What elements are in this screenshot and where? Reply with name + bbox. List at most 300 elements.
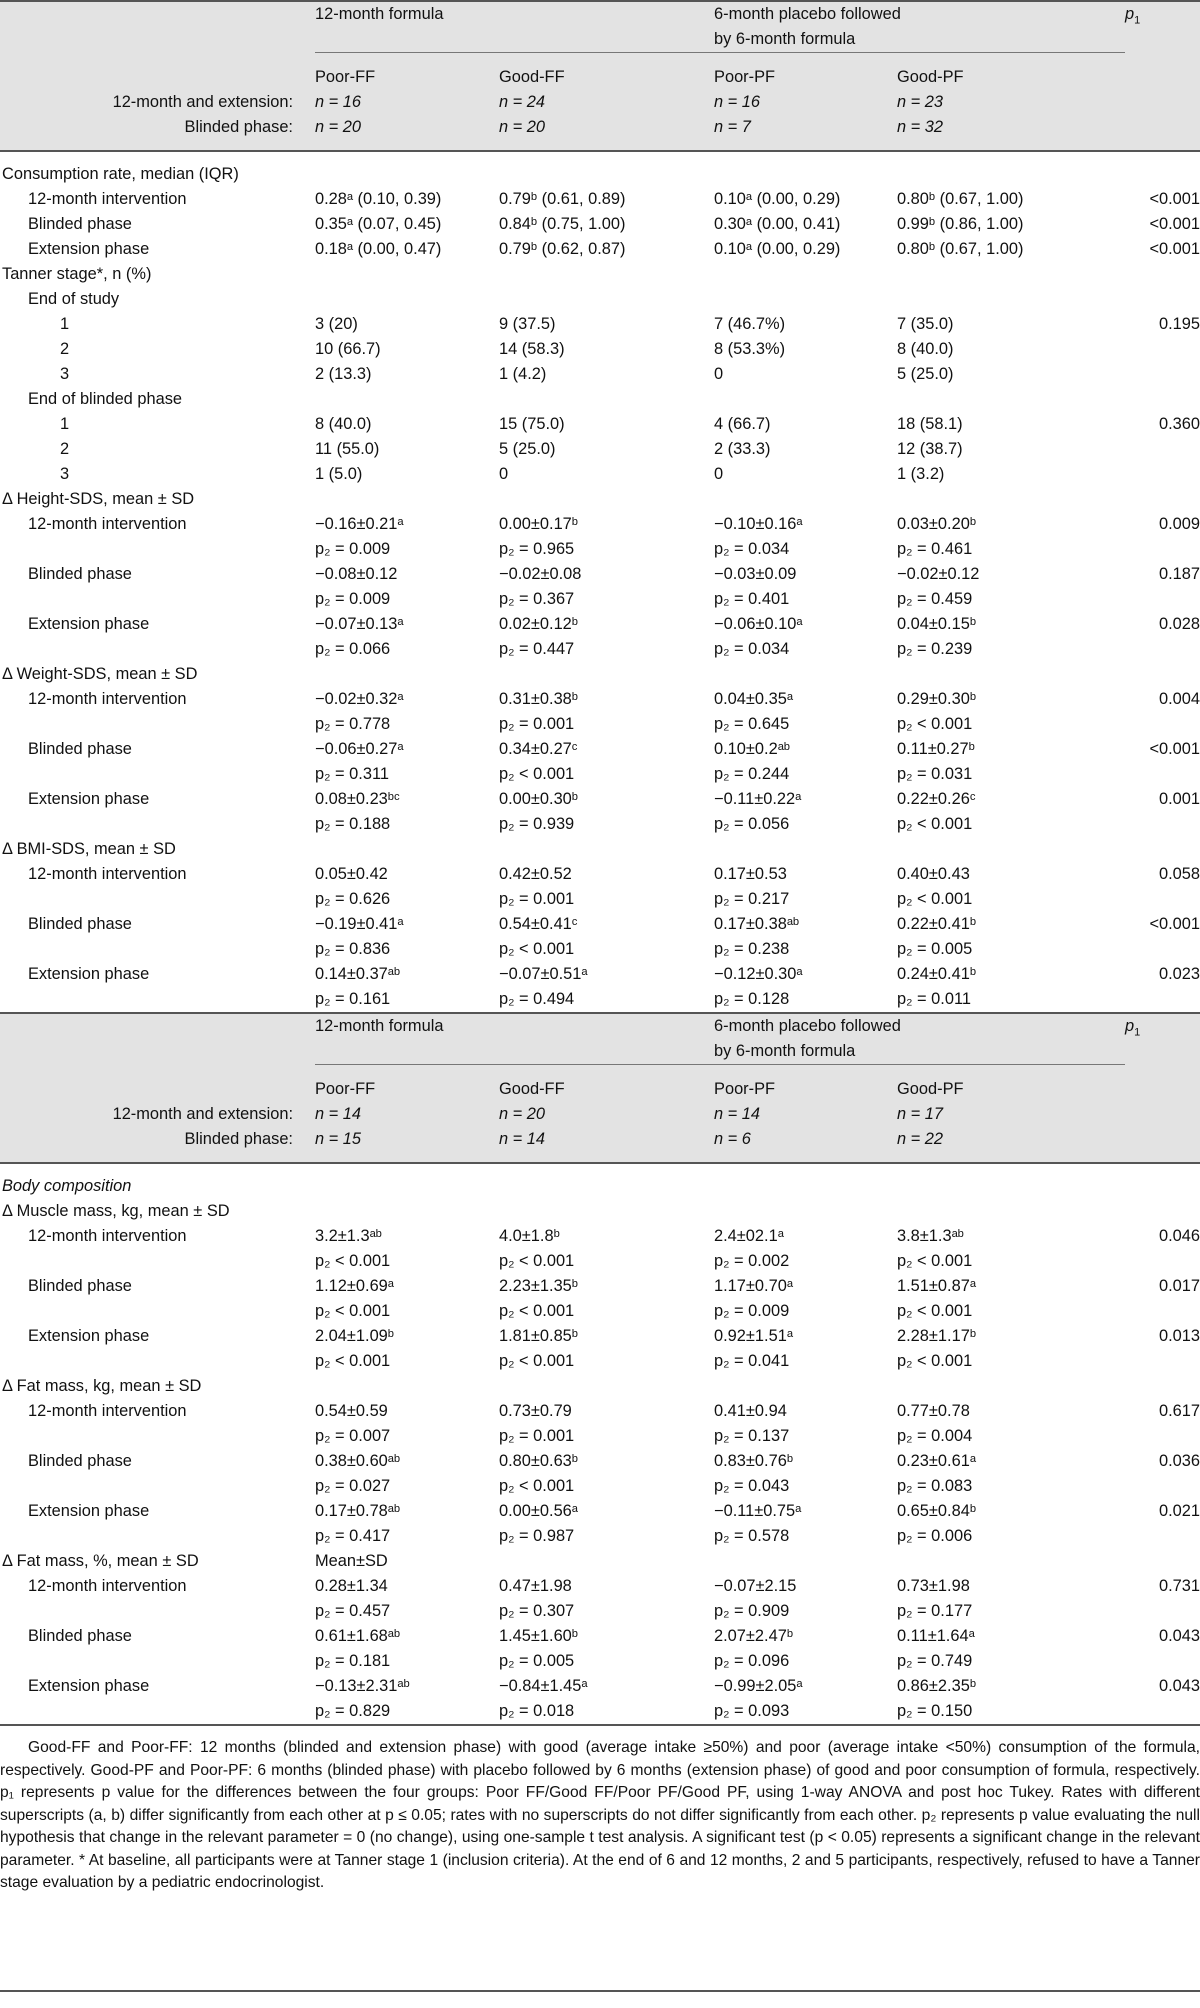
row-cell: p₂ < 0.001 bbox=[499, 940, 575, 958]
row-cell: 5 (25.0) bbox=[897, 365, 954, 383]
header-p1-label bbox=[1125, 1013, 1200, 1039]
section-heading-row bbox=[0, 262, 1200, 287]
row-p1-value bbox=[1125, 1374, 1200, 1399]
row-cell: p₂ = 0.367 bbox=[499, 590, 575, 608]
bottom-rule bbox=[0, 1990, 1200, 1992]
row-cell: 0.99ᵇ (0.86, 1.00) bbox=[897, 215, 1024, 233]
row-label bbox=[0, 537, 315, 562]
row-label: 12-month intervention bbox=[28, 865, 187, 883]
row-p1-value: 0.021 bbox=[1159, 1502, 1200, 1520]
header-p1-label bbox=[1125, 1, 1200, 27]
row-cell: p₂ = 0.009 bbox=[315, 590, 391, 608]
row-cell: 0.80±0.63ᵇ bbox=[499, 1452, 578, 1470]
row-cell bbox=[499, 262, 714, 287]
row-label: Blinded phase bbox=[28, 1277, 132, 1295]
header-block-2 bbox=[0, 1013, 1200, 1163]
row-label: Blinded phase bbox=[28, 915, 132, 933]
data-row bbox=[0, 537, 1200, 562]
row-label: Δ Fat mass, %, mean ± SD bbox=[2, 1552, 199, 1570]
header-n-value: n = 16 bbox=[714, 93, 761, 111]
header-spacer bbox=[0, 53, 1200, 66]
row-cell: 0.86±2.35ᵇ bbox=[897, 1677, 976, 1695]
data-row bbox=[0, 1524, 1200, 1549]
row-cell bbox=[499, 287, 714, 312]
section-heading-row bbox=[0, 151, 1200, 187]
row-cell: −0.02±0.12 bbox=[897, 565, 980, 583]
row-p1-value: <0.001 bbox=[1149, 240, 1200, 258]
header-n-value: n = 20 bbox=[499, 1105, 546, 1123]
row-label: End of study bbox=[28, 290, 120, 308]
row-cell: −0.13±2.31ᵃᵇ bbox=[315, 1677, 410, 1695]
row-cell: p₂ = 0.447 bbox=[499, 640, 575, 658]
data-row bbox=[0, 562, 1200, 587]
row-cell: −0.02±0.08 bbox=[499, 565, 582, 583]
row-cell: 1 (4.2) bbox=[499, 365, 547, 383]
row-label: 2 bbox=[60, 340, 70, 358]
row-cell bbox=[714, 662, 897, 687]
row-cell: p₂ = 0.007 bbox=[315, 1427, 391, 1445]
row-cell bbox=[897, 262, 1125, 287]
row-cell: p₂ = 0.001 bbox=[499, 715, 575, 733]
row-cell bbox=[897, 1163, 1125, 1199]
data-row bbox=[0, 737, 1200, 762]
row-cell bbox=[315, 1374, 499, 1399]
row-cell: p₂ = 0.056 bbox=[714, 815, 790, 833]
header-empty-cell bbox=[1125, 115, 1200, 151]
row-cell: 1.17±0.70ᵃ bbox=[714, 1277, 793, 1295]
data-row bbox=[0, 1449, 1200, 1474]
header-spacer bbox=[0, 1065, 1200, 1078]
header-spacer-cell bbox=[0, 1065, 1200, 1078]
header-sublabel: Poor-FF bbox=[315, 1080, 376, 1098]
row-label: Δ Weight-SDS, mean ± SD bbox=[2, 665, 198, 683]
row-cell: 0.02±0.12ᵇ bbox=[499, 615, 578, 633]
row-cell: −0.99±2.05ᵃ bbox=[714, 1677, 803, 1695]
data-row bbox=[0, 312, 1200, 337]
row-cell bbox=[499, 1549, 714, 1574]
row-cell: 8 (40.0) bbox=[315, 415, 372, 433]
row-cell: 8 (40.0) bbox=[897, 340, 954, 358]
row-label: Tanner stage*, n (%) bbox=[2, 265, 152, 283]
row-cell: 2.28±1.17ᵇ bbox=[897, 1327, 976, 1345]
header-spacer-cell bbox=[0, 53, 1200, 66]
row-cell: 0.31±0.38ᵇ bbox=[499, 690, 578, 708]
row-p1-value: 0.187 bbox=[1159, 565, 1200, 583]
header-n-value: n = 14 bbox=[499, 1130, 546, 1148]
row-label: Blinded phase bbox=[28, 740, 132, 758]
row-cell: 0.54±0.41ᶜ bbox=[499, 915, 578, 933]
row-label bbox=[0, 1699, 315, 1725]
row-cell bbox=[714, 487, 897, 512]
row-cell: 0.84ᵇ (0.75, 1.00) bbox=[499, 215, 626, 233]
row-cell: Mean±SD bbox=[315, 1552, 388, 1570]
header-empty-cell bbox=[1125, 65, 1200, 90]
row-label: Extension phase bbox=[28, 1677, 150, 1695]
row-cell bbox=[714, 1374, 897, 1399]
row-cell: 0.79ᵇ (0.62, 0.87) bbox=[499, 240, 626, 258]
header-sublabel: Good-PF bbox=[897, 68, 964, 86]
header-n-value: n = 22 bbox=[897, 1130, 944, 1148]
row-cell bbox=[714, 287, 897, 312]
row-label: Δ Height-SDS, mean ± SD bbox=[2, 490, 195, 508]
row-p1-value bbox=[1125, 1249, 1200, 1274]
row-cell: p₂ = 0.096 bbox=[714, 1652, 790, 1670]
data-row bbox=[0, 862, 1200, 887]
data-row bbox=[0, 512, 1200, 537]
row-cell: −0.10±0.16ᵃ bbox=[714, 515, 803, 533]
row-cell bbox=[499, 662, 714, 687]
header-n-value: n = 14 bbox=[315, 1105, 362, 1123]
row-cell: −0.12±0.30ᵃ bbox=[714, 965, 803, 983]
data-row bbox=[0, 437, 1200, 462]
row-cell: p₂ = 0.005 bbox=[499, 1652, 575, 1670]
data-row bbox=[0, 187, 1200, 212]
row-cell: 0.05±0.42 bbox=[315, 865, 388, 883]
row-label: 1 bbox=[60, 415, 70, 433]
row-cell: −0.06±0.10ᵃ bbox=[714, 615, 803, 633]
header-row-groups bbox=[0, 1, 1200, 27]
data-row bbox=[0, 812, 1200, 837]
row-cell: 1.51±0.87ᵃ bbox=[897, 1277, 976, 1295]
row-cell: p₂ < 0.001 bbox=[897, 1252, 973, 1270]
row-label: Blinded phase bbox=[28, 1627, 132, 1645]
row-cell: p₂ < 0.001 bbox=[499, 765, 575, 783]
row-label: Extension phase bbox=[28, 1327, 150, 1345]
row-p1-value bbox=[1125, 1524, 1200, 1549]
header-n-label: Blinded phase: bbox=[184, 118, 293, 136]
header-n-value: n = 17 bbox=[897, 1105, 944, 1123]
row-cell: p₂ = 0.177 bbox=[897, 1602, 973, 1620]
data-row bbox=[0, 887, 1200, 912]
row-cell: p₂ = 0.011 bbox=[897, 990, 971, 1008]
row-cell bbox=[315, 837, 499, 862]
row-cell bbox=[499, 1374, 714, 1399]
row-p1-value bbox=[1125, 1424, 1200, 1449]
row-cell: p₂ = 0.461 bbox=[897, 540, 973, 558]
row-cell: 18 (58.1) bbox=[897, 415, 963, 433]
row-cell: p₂ = 0.137 bbox=[714, 1427, 790, 1445]
row-cell: 2 (13.3) bbox=[315, 365, 372, 383]
row-label bbox=[0, 762, 315, 787]
row-cell: p₂ = 0.239 bbox=[897, 640, 973, 658]
header-sublabel: Poor-PF bbox=[714, 1080, 776, 1098]
header-n-value: n = 20 bbox=[499, 118, 546, 136]
row-cell: p₂ = 0.009 bbox=[714, 1302, 790, 1320]
data-row bbox=[0, 1474, 1200, 1499]
row-p1-value bbox=[1125, 662, 1200, 687]
row-cell: p₂ = 0.066 bbox=[315, 640, 391, 658]
row-cell: p₂ < 0.001 bbox=[315, 1352, 391, 1370]
row-cell bbox=[499, 151, 714, 187]
row-cell: 5 (25.0) bbox=[499, 440, 556, 458]
row-cell bbox=[315, 487, 499, 512]
row-p1-value: 0.046 bbox=[1159, 1227, 1200, 1245]
row-cell: p₂ = 0.749 bbox=[897, 1652, 973, 1670]
row-cell: −0.11±0.75ᵃ bbox=[714, 1502, 802, 1520]
row-label bbox=[0, 1249, 315, 1274]
row-label: Extension phase bbox=[28, 965, 150, 983]
row-label: Blinded phase bbox=[28, 565, 132, 583]
row-p1-value bbox=[1125, 151, 1200, 187]
row-cell: p₂ < 0.001 bbox=[897, 1352, 973, 1370]
row-cell: p₂ = 0.645 bbox=[714, 715, 790, 733]
row-cell: 0.38±0.60ᵃᵇ bbox=[315, 1452, 401, 1470]
row-cell: p₂ = 0.578 bbox=[714, 1527, 790, 1545]
header-row-sublabels bbox=[0, 1077, 1200, 1102]
row-cell: 0.22±0.26ᶜ bbox=[897, 790, 976, 808]
row-p1-value bbox=[1125, 987, 1200, 1013]
row-cell: 3.2±1.3ᵃᵇ bbox=[315, 1227, 382, 1245]
row-cell bbox=[897, 151, 1125, 187]
section-heading-row bbox=[0, 1199, 1200, 1224]
row-cell: 0.24±0.41ᵇ bbox=[897, 965, 976, 983]
row-cell: 0.73±0.79 bbox=[499, 1402, 572, 1420]
row-p1-value bbox=[1125, 587, 1200, 612]
header-n-label: Blinded phase: bbox=[184, 1130, 293, 1148]
row-cell: p₂ = 0.417 bbox=[315, 1527, 391, 1545]
row-label: 12-month intervention bbox=[28, 190, 187, 208]
row-cell: p₂ = 0.457 bbox=[315, 1602, 391, 1620]
header-empty-cell bbox=[1125, 27, 1200, 53]
row-cell: p₂ = 0.083 bbox=[897, 1477, 973, 1495]
row-cell: 0.10ᵃ (0.00, 0.29) bbox=[714, 190, 841, 208]
row-cell: p₂ = 0.311 bbox=[315, 765, 389, 783]
data-row bbox=[0, 412, 1200, 437]
row-label bbox=[0, 812, 315, 837]
row-cell: p₂ = 0.041 bbox=[714, 1352, 790, 1370]
row-label: Extension phase bbox=[28, 1502, 150, 1520]
row-cell: 0.80ᵇ (0.67, 1.00) bbox=[897, 240, 1024, 258]
row-p1-value bbox=[1125, 1599, 1200, 1624]
row-cell: 1.45±1.60ᵇ bbox=[499, 1627, 578, 1645]
row-cell: −0.03±0.09 bbox=[714, 565, 797, 583]
row-p1-value bbox=[1125, 1649, 1200, 1674]
header-n-value: n = 20 bbox=[315, 118, 362, 136]
header-sublabel: Good-FF bbox=[499, 1080, 565, 1098]
row-label: 3 bbox=[60, 465, 70, 483]
row-cell: 1 (3.2) bbox=[897, 465, 945, 483]
row-cell bbox=[897, 1549, 1125, 1574]
row-cell: 0.04±0.15ᵇ bbox=[897, 615, 976, 633]
row-label: Consumption rate, median (IQR) bbox=[2, 165, 239, 183]
p1-header-subscript: 1 bbox=[1134, 1026, 1141, 1039]
data-row bbox=[0, 612, 1200, 637]
row-cell bbox=[499, 837, 714, 862]
row-cell: 9 (37.5) bbox=[499, 315, 556, 333]
footnote-text: Good-FF and Poor-FF: 12 months (blinded and extension phase) with good (average intake ≥50%) and poor (average intake <50%) consumption of the formula, respectively. Good-PF and Poor-PF: 6 months (blinded phase) with placebo followed by 6 months (extension phase) of good and poor consumption of formula, respectively. p₁ represents p value for the differences between the four groups: Poor FF/Good FF/Poor PF/Good PF, using 1-way ANOVA and post hoc Tukey. Rates with different superscripts (a, b) differ significantly from each other at p ≤ 0.05; rates with no superscripts do not differ significantly from each other. p₂ represents p value evaluating the null hypothesis that change in the relevant parameter = 0 (no change), using one-sample t test analysis. A significant test (p < 0.05) represents a significant change in the relevant parameter. * At baseline, all participants were at Tanner stage 1 (inclusion criteria). At the end of 6 and 12 months, 2 and 5 participants, respectively, refused to have a Tanner stage evaluation by a pediatric endocrinologist. bbox=[0, 1739, 1200, 1891]
header-row-groups-line2 bbox=[0, 27, 1200, 53]
row-cell bbox=[714, 151, 897, 187]
row-cell: 0.11±1.64ᵃ bbox=[897, 1627, 975, 1645]
row-cell: 0.80ᵇ (0.67, 1.00) bbox=[897, 190, 1024, 208]
data-row bbox=[0, 1649, 1200, 1674]
row-label: 12-month intervention bbox=[28, 690, 187, 708]
row-cell: 0.17±0.78ᵃᵇ bbox=[315, 1502, 401, 1520]
row-cell: p₂ = 0.181 bbox=[315, 1652, 391, 1670]
row-cell: p₂ = 0.238 bbox=[714, 940, 790, 958]
row-label: 12-month intervention bbox=[28, 1577, 187, 1595]
row-p1-value: 0.004 bbox=[1159, 690, 1200, 708]
row-p1-value: 0.617 bbox=[1159, 1402, 1200, 1420]
row-cell: −0.84±1.45ᵃ bbox=[499, 1677, 588, 1695]
row-p1-value bbox=[1125, 262, 1200, 287]
section-heading-row bbox=[0, 1549, 1200, 1574]
row-cell: 0.00±0.30ᵇ bbox=[499, 790, 578, 808]
row-cell bbox=[499, 1163, 714, 1199]
row-cell: 0.83±0.76ᵇ bbox=[714, 1452, 793, 1470]
row-label: 12-month intervention bbox=[28, 515, 187, 533]
row-cell: p₂ = 0.034 bbox=[714, 540, 790, 558]
row-p1-value bbox=[1125, 887, 1200, 912]
row-cell: 0.10ᵃ (0.00, 0.29) bbox=[714, 240, 841, 258]
row-p1-value bbox=[1125, 1474, 1200, 1499]
row-p1-value bbox=[1125, 1349, 1200, 1374]
header-sublabel: Good-PF bbox=[897, 1080, 964, 1098]
data-row bbox=[0, 287, 1200, 312]
row-p1-value bbox=[1125, 937, 1200, 962]
header-n-value: n = 24 bbox=[499, 93, 546, 111]
row-cell: 15 (75.0) bbox=[499, 415, 565, 433]
row-cell bbox=[499, 1199, 714, 1224]
row-cell: p₂ = 0.217 bbox=[714, 890, 790, 908]
row-cell: p₂ = 0.093 bbox=[714, 1702, 790, 1720]
row-cell: p₂ < 0.001 bbox=[499, 1252, 575, 1270]
row-cell: 0.17±0.53 bbox=[714, 865, 787, 883]
data-row bbox=[0, 237, 1200, 262]
row-cell: −0.07±0.51ᵃ bbox=[499, 965, 588, 983]
row-cell: 0.47±1.98 bbox=[499, 1577, 572, 1595]
row-p1-value bbox=[1125, 337, 1200, 362]
header-empty-cell bbox=[0, 1039, 315, 1065]
row-cell: p₂ < 0.001 bbox=[499, 1352, 575, 1370]
row-cell: 1.81±0.85ᵇ bbox=[499, 1327, 578, 1345]
row-cell: 14 (58.3) bbox=[499, 340, 565, 358]
data-row bbox=[0, 637, 1200, 662]
row-cell bbox=[499, 387, 714, 412]
row-cell bbox=[499, 487, 714, 512]
row-label bbox=[0, 1474, 315, 1499]
header-n-value: n = 23 bbox=[897, 93, 944, 111]
row-p1-value bbox=[1125, 362, 1200, 387]
data-row bbox=[0, 1624, 1200, 1649]
row-cell: −0.11±0.22ᵃ bbox=[714, 790, 802, 808]
row-cell: 0.54±0.59 bbox=[315, 1402, 388, 1420]
row-cell: 0.03±0.20ᵇ bbox=[897, 515, 976, 533]
data-row bbox=[0, 1499, 1200, 1524]
row-cell: p₂ = 0.494 bbox=[499, 990, 575, 1008]
row-cell: p₂ = 0.459 bbox=[897, 590, 973, 608]
row-cell: −0.02±0.32ᵃ bbox=[315, 690, 404, 708]
row-cell bbox=[315, 387, 499, 412]
row-p1-value: 0.195 bbox=[1159, 315, 1200, 333]
row-cell: 0.35ᵃ (0.07, 0.45) bbox=[315, 215, 442, 233]
row-label: 12-month intervention bbox=[28, 1227, 187, 1245]
row-cell: p₂ = 0.009 bbox=[315, 540, 391, 558]
row-cell: p₂ = 0.004 bbox=[897, 1427, 973, 1445]
row-cell: p₂ = 0.027 bbox=[315, 1477, 391, 1495]
header-row-sublabels bbox=[0, 65, 1200, 90]
row-cell: −0.16±0.21ᵃ bbox=[315, 515, 404, 533]
section-heading-row bbox=[0, 837, 1200, 862]
row-cell: p₂ = 0.307 bbox=[499, 1602, 575, 1620]
row-label: Blinded phase bbox=[28, 215, 132, 233]
row-cell: p₂ = 0.965 bbox=[499, 540, 575, 558]
row-p1-value: 0.043 bbox=[1159, 1677, 1200, 1695]
row-p1-value: 0.023 bbox=[1159, 965, 1200, 983]
section-growth-rows bbox=[0, 151, 1200, 1013]
data-row bbox=[0, 1699, 1200, 1725]
row-p1-value: 0.028 bbox=[1159, 615, 1200, 633]
data-row bbox=[0, 1424, 1200, 1449]
row-cell bbox=[714, 262, 897, 287]
row-cell: 0.28±1.34 bbox=[315, 1577, 388, 1595]
row-cell bbox=[315, 662, 499, 687]
row-p1-value bbox=[1125, 762, 1200, 787]
data-row bbox=[0, 1399, 1200, 1424]
row-label bbox=[0, 637, 315, 662]
header-n-value: n = 7 bbox=[714, 118, 751, 136]
row-label bbox=[0, 937, 315, 962]
row-label bbox=[0, 1299, 315, 1324]
section-body-composition-rows bbox=[0, 1163, 1200, 1725]
header-group-12-month-formula: 12-month formula bbox=[315, 5, 444, 23]
header-sublabel: Poor-PF bbox=[714, 68, 776, 86]
row-cell bbox=[897, 387, 1125, 412]
row-cell: 2.07±2.47ᵇ bbox=[714, 1627, 793, 1645]
row-cell: p₂ = 0.001 bbox=[499, 1427, 575, 1445]
row-cell bbox=[897, 1199, 1125, 1224]
p1-header-subscript: 1 bbox=[1134, 14, 1141, 27]
data-row bbox=[0, 387, 1200, 412]
section-heading-row bbox=[0, 1374, 1200, 1399]
row-label bbox=[0, 712, 315, 737]
data-row bbox=[0, 712, 1200, 737]
header-empty-cell bbox=[1125, 1127, 1200, 1163]
header-sublabel: Good-FF bbox=[499, 68, 565, 86]
header-row-n-1 bbox=[0, 90, 1200, 115]
row-cell: 0.40±0.43 bbox=[897, 865, 970, 883]
row-cell: p₂ = 0.001 bbox=[499, 890, 575, 908]
row-p1-value: <0.001 bbox=[1149, 915, 1200, 933]
row-cell: 12 (38.7) bbox=[897, 440, 963, 458]
row-label: Extension phase bbox=[28, 615, 150, 633]
row-label bbox=[0, 1424, 315, 1449]
row-cell: p₂ = 0.987 bbox=[499, 1527, 575, 1545]
header-n-value: n = 16 bbox=[315, 93, 362, 111]
row-cell: 4.0±1.8ᵇ bbox=[499, 1227, 560, 1245]
row-p1-value: 0.036 bbox=[1159, 1452, 1200, 1470]
row-cell: 0.00±0.56ᵃ bbox=[499, 1502, 578, 1520]
header-empty-cell bbox=[315, 27, 714, 53]
row-p1-value: <0.001 bbox=[1149, 215, 1200, 233]
row-cell: p₂ = 0.401 bbox=[714, 590, 790, 608]
row-cell: 0.77±0.78 bbox=[897, 1402, 970, 1420]
row-label: Δ BMI-SDS, mean ± SD bbox=[2, 840, 176, 858]
row-cell: 0.14±0.37ᵃᵇ bbox=[315, 965, 401, 983]
row-label bbox=[0, 587, 315, 612]
row-cell: 0.29±0.30ᵇ bbox=[897, 690, 976, 708]
row-cell: p₂ = 0.031 bbox=[897, 765, 973, 783]
row-label: 3 bbox=[60, 365, 70, 383]
row-cell: −0.08±0.12 bbox=[315, 565, 398, 583]
row-cell bbox=[714, 387, 897, 412]
header-n-label: 12-month and extension: bbox=[112, 1105, 293, 1123]
row-label: 2 bbox=[60, 440, 70, 458]
header-group-12-month-formula: 12-month formula bbox=[315, 1017, 444, 1035]
row-cell: 0.42±0.52 bbox=[499, 865, 572, 883]
row-cell: 8 (53.3%) bbox=[714, 340, 786, 358]
row-cell: 3 (20) bbox=[315, 315, 358, 333]
